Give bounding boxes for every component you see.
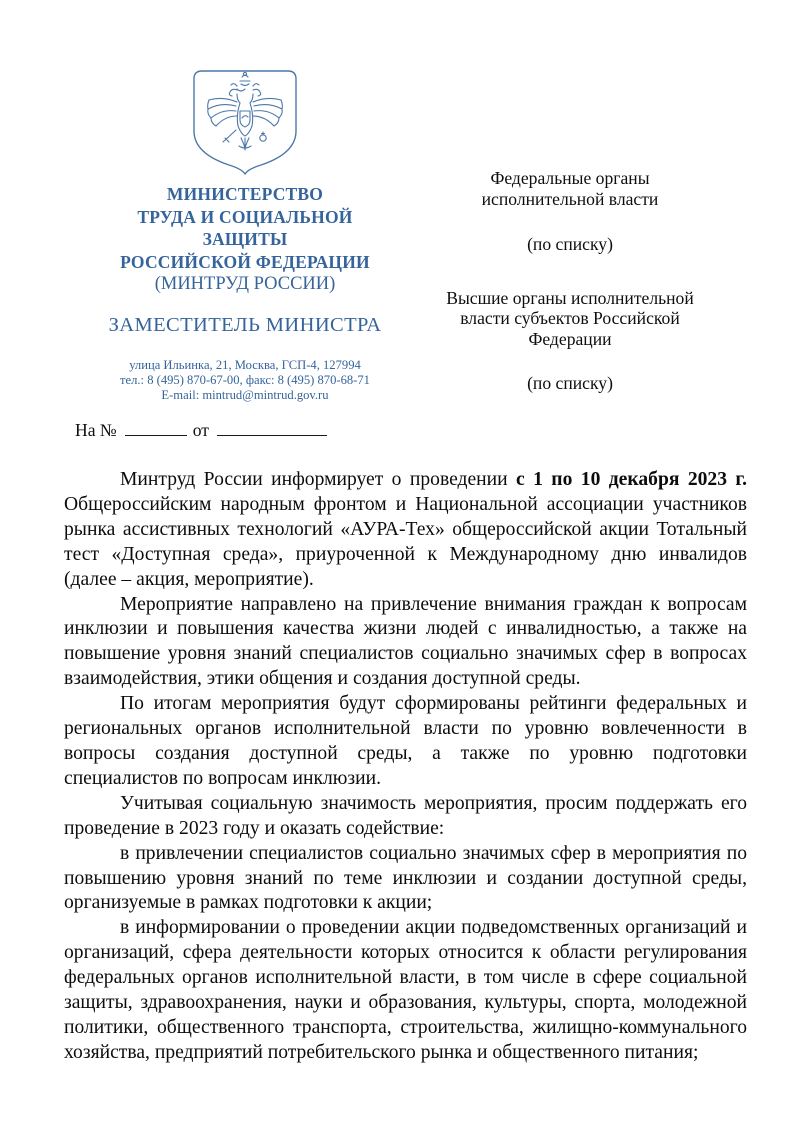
reference-line [75,420,327,441]
recipient-line: Высшие органы исполнительной [446,287,694,308]
recipient-group-regional [413,288,727,350]
address-line: тел.: 8 (495) 870-67-00, факс: 8 (495) 870-68-71 [120,373,370,388]
address-line: улица Ильинка, 21, Москва, ГСП-4, 127994 [129,358,361,372]
ministry-name [78,183,412,273]
reference-date-blank [217,420,327,436]
reference-number-label: На № [75,420,117,440]
paragraph-item-specialists: в привлечении специалистов социально значимых сфер в мероприятия по повышению уровня знаний по теме инклюзии и создании доступной среды, организуемые в рамках подготовки к акции; [64,842,747,914]
russian-coat-of-arms-icon [189,68,301,181]
recipient-line: исполнительной власти [481,188,659,209]
letterhead [78,68,412,404]
ministry-short-name: (МИНТРУД РОССИИ) [154,274,336,294]
position-title: ЗАМЕСТИТЕЛЬ МИНИСТРА [108,314,382,336]
recipient-note: (по списку) [527,234,613,255]
ministry-address [78,358,412,404]
recipients-block [413,168,727,393]
ministry-name-line: РОССИЙСКОЙ ФЕДЕРАЦИИ [120,251,370,272]
reference-number-blank [125,420,187,436]
paragraph-text: Общероссийским народным фронтом и Национальной ассоциации участников рынка ассистивных технологий «АУРА-Тех» общероссийской акции Тотальный тест «Доступная среда», приуроченной к Международному дню инвалидов (далее – акция, мероприятие). [64,493,747,590]
paragraph-text: Минтруд России информирует о проведении [120,469,517,490]
paragraph-purpose: Мероприятие направлено на привлечение внимания граждан к вопросам инклюзии и повышения качества жизни людей с инвалидностью, а также на повышение уровня знаний специалистов социально значимых сфер в вопросах взаимодействия, этики общения и создания доступной среды. [64,593,747,690]
paragraph-item-informing: в информировании о проведении акции подведомственных организаций и организаций, сфера деятельности которых относится к области регулирования федеральных органов исполнительной власти, в том числе в сфере социальной защиты, здравоохранения, науки и образования, культуры, спорта, молодежной политики, общественного транспорта, строительства, жилищно-коммунального хозяйства, предприятий потребительского рынка и общественного питания; [64,917,747,1063]
ministry-name-line: МИНИСТЕРСТВО [166,184,324,204]
letter-body [64,468,747,1066]
address-line: E-mail: mintrud@mintrud.gov.ru [161,388,329,403]
paragraph-request: Учитывая социальную значимость мероприятия, просим поддержать его проведение в 2023 году и оказать содействие: [64,792,747,839]
paragraph-ratings: По итогам мероприятия будут сформированы рейтинги федеральных и региональных органов исполнительной власти по уровню вовлеченности в вопросы создания доступной среды, а также по уровню подготовки специалистов по вопросам инклюзии. [64,693,747,789]
reference-date-label: от [192,420,209,440]
recipient-line: Федерации [528,328,612,349]
recipient-line: власти субъектов Российской [460,308,680,329]
recipient-group-federal [413,168,727,209]
ministry-name-line: ТРУДА И СОЦИАЛЬНОЙ [137,206,353,227]
recipient-line: Федеральные органы [490,168,650,188]
recipient-note: (по списку) [527,372,613,393]
paragraph-announcement [64,468,747,593]
ministry-name-line: ЗАЩИТЫ [202,229,288,249]
event-dates-bold: с 1 по 10 декабря 2023 г. [516,469,748,490]
